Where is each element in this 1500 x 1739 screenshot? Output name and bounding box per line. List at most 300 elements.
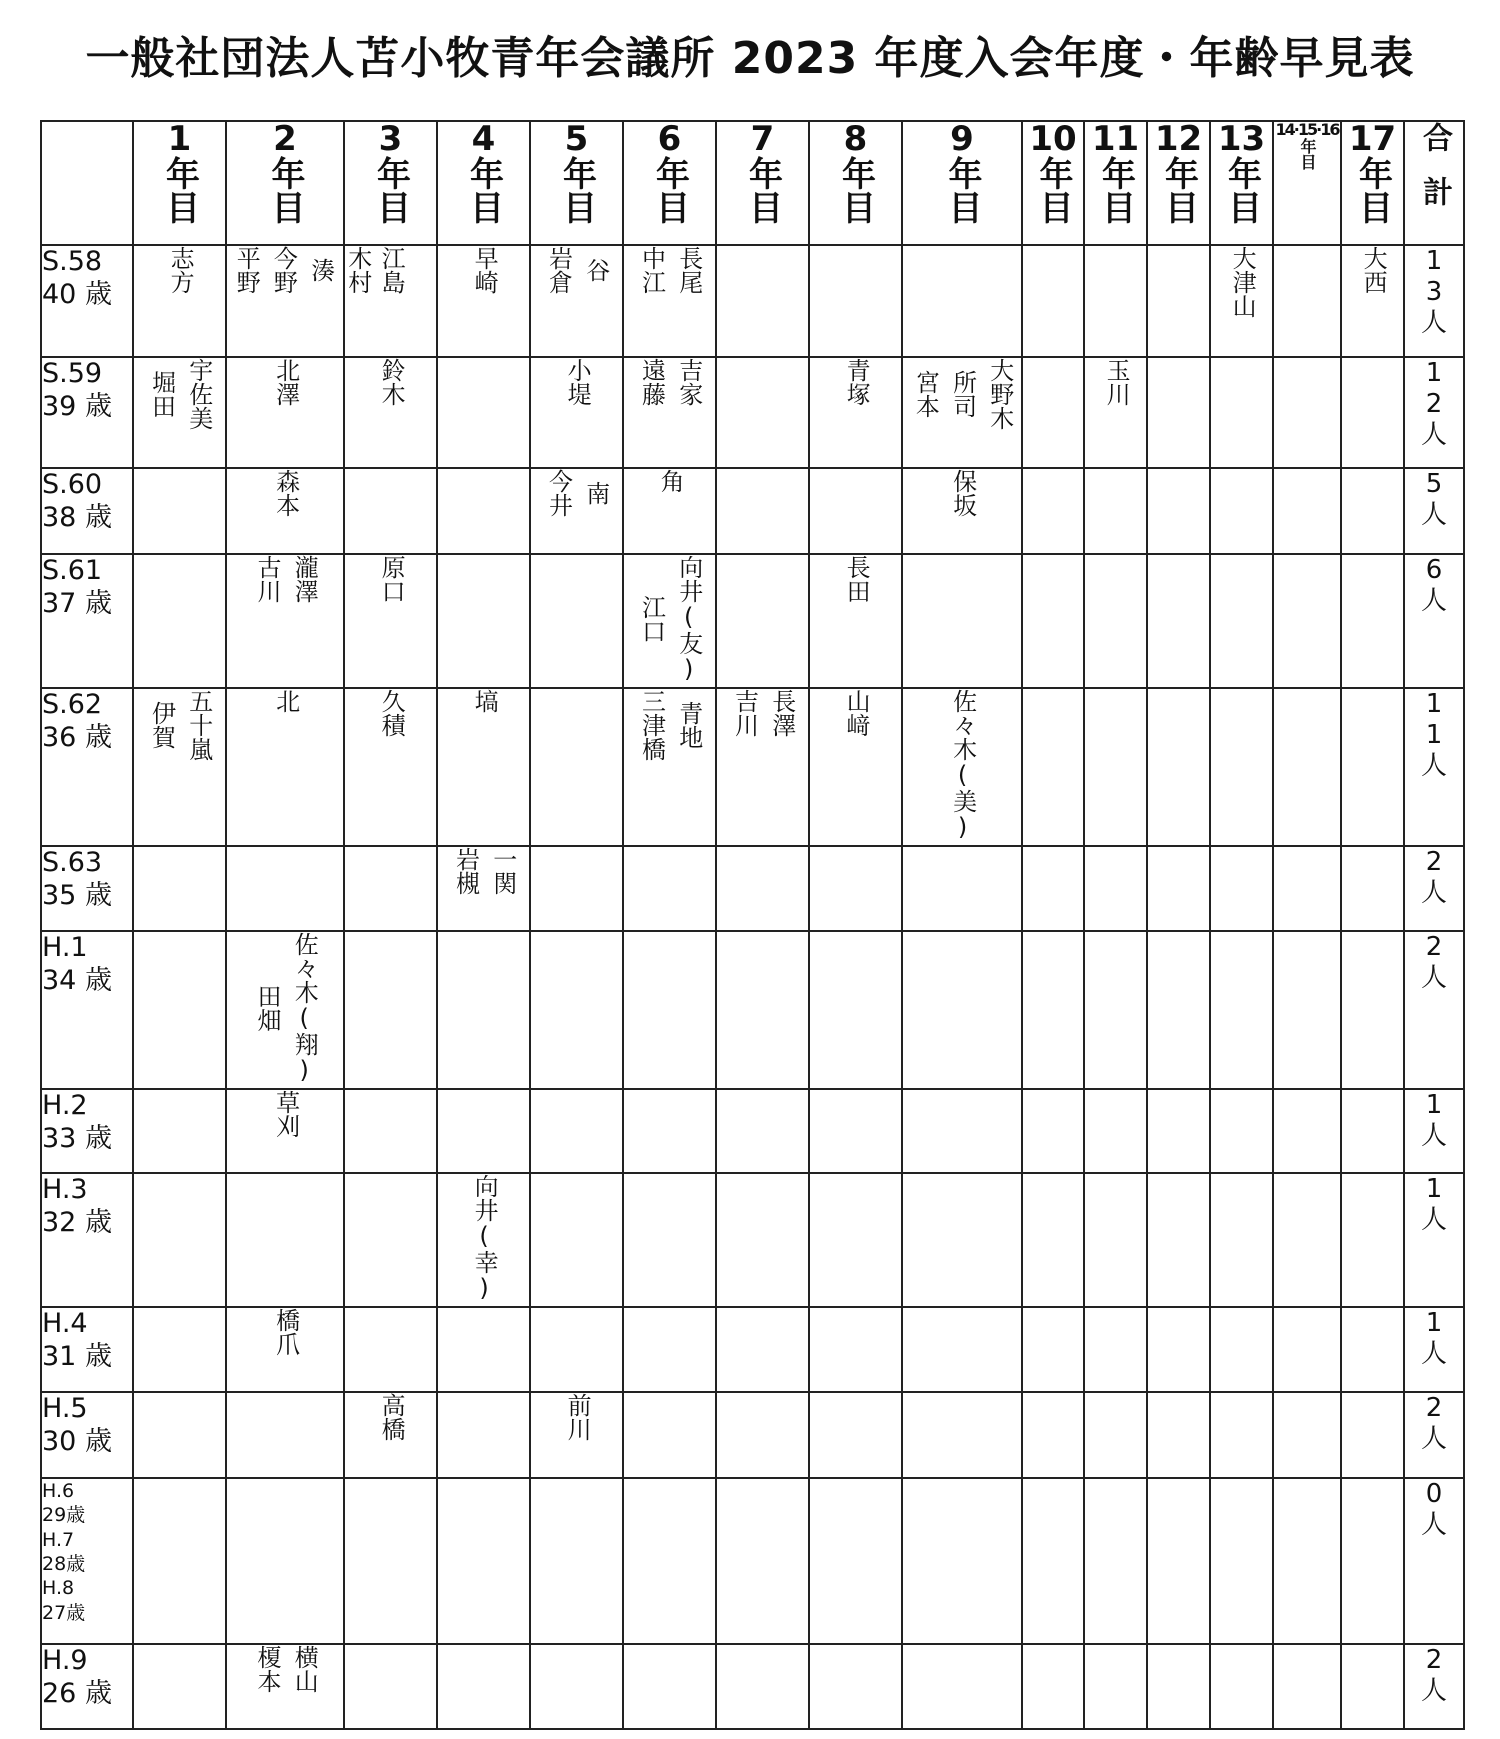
member-name: 志方 (166, 246, 195, 294)
member-cell (902, 1644, 1022, 1729)
member-cell (226, 1307, 344, 1392)
table-row (41, 357, 1464, 468)
member-cell (1210, 1644, 1273, 1729)
col-header-number: 7 (750, 119, 775, 159)
member-cell (437, 1644, 530, 1729)
row-label-line: H.7 (42, 1528, 75, 1551)
member-cell (1210, 245, 1273, 357)
member-name: 中江 (637, 246, 666, 294)
col-header-number: 11 (1091, 119, 1140, 159)
member-cell (530, 846, 623, 931)
member-cell (623, 1307, 716, 1392)
member-name: 宇佐美 (184, 358, 213, 430)
member-cell (1084, 1307, 1147, 1392)
member-name: 長尾 (674, 246, 703, 294)
member-names (943, 469, 980, 517)
member-cell (133, 1392, 226, 1478)
member-names (266, 689, 303, 713)
member-names (1354, 246, 1391, 294)
header-row (41, 121, 1464, 245)
member-name: 南 (581, 481, 610, 505)
row-total (1404, 1478, 1464, 1644)
member-cell (1341, 688, 1404, 846)
member-cell (1022, 245, 1084, 357)
row-label (41, 846, 133, 931)
member-cell (902, 357, 1022, 468)
member-cell (623, 931, 716, 1089)
member-cell (902, 688, 1022, 846)
row-total-value: 1人 (1420, 1308, 1447, 1370)
member-cell (226, 1644, 344, 1729)
member-cell (1084, 1173, 1147, 1307)
col-header (809, 121, 902, 245)
member-cell (1084, 554, 1147, 688)
member-cell (809, 1173, 902, 1307)
member-cell (1210, 1173, 1273, 1307)
member-cell (623, 1173, 716, 1307)
member-name: 北 (271, 689, 300, 713)
member-cell (226, 846, 344, 931)
row-total (1404, 554, 1464, 688)
member-names (837, 689, 874, 737)
row-total-value: 2人 (1420, 932, 1447, 994)
col-header-number: 2 (273, 119, 297, 159)
member-name: 向井(友) (674, 555, 703, 683)
member-cell (716, 1478, 809, 1644)
member-cell (1273, 1478, 1341, 1644)
member-name: 平野 (232, 246, 261, 294)
table-row (41, 1478, 1464, 1644)
member-cell (809, 931, 902, 1089)
member-cell (1210, 357, 1273, 468)
member-cell (344, 931, 437, 1089)
col-header (716, 121, 809, 245)
member-name: 木村 (343, 246, 372, 294)
member-cell (1022, 554, 1084, 688)
member-cell (809, 554, 902, 688)
row-label (41, 688, 133, 846)
col-header-suffix: 年目 (1033, 156, 1073, 224)
row-label (41, 1478, 133, 1644)
member-name: 山﨑 (842, 689, 871, 737)
row-total-value: 2人 (1420, 1393, 1447, 1455)
member-cell (344, 688, 437, 846)
total-header (1404, 121, 1464, 245)
member-cell (1341, 1392, 1404, 1478)
row-label-line: 28歳 (42, 1552, 86, 1575)
member-name: 大津山 (1228, 246, 1257, 318)
member-cell (1022, 931, 1084, 1089)
col-header (133, 121, 226, 245)
member-names (558, 1393, 595, 1441)
member-names (372, 358, 409, 406)
col-header (437, 121, 530, 245)
member-names (1097, 358, 1134, 406)
member-cell (902, 846, 1022, 931)
member-cell (133, 1173, 226, 1307)
member-names (943, 689, 980, 841)
row-total (1404, 846, 1464, 931)
row-total (1404, 468, 1464, 554)
col-header-number: 1 (167, 119, 192, 159)
col-header-suffix: 年目 (556, 156, 597, 224)
member-name: 向井(幸) (470, 1174, 499, 1302)
member-cell (226, 1173, 344, 1307)
member-names (248, 1645, 322, 1693)
member-name: 岩倉 (544, 246, 573, 294)
member-name: 早崎 (470, 246, 499, 294)
col-header-suffix: 年目 (835, 156, 876, 224)
member-name: 五十嵐 (184, 689, 213, 761)
member-cell (437, 1173, 530, 1307)
row-total-value: 1人 (1420, 1174, 1447, 1236)
row-total-value: 2人 (1420, 847, 1447, 909)
member-cell (530, 1478, 623, 1644)
member-cell (1273, 688, 1341, 846)
member-cell (902, 1089, 1022, 1173)
row-total (1404, 357, 1464, 468)
col-header-number: 8 (843, 119, 868, 159)
member-name: 塙 (470, 689, 499, 713)
row-label-line: 33 歳 (42, 1122, 112, 1154)
member-cell (1273, 1307, 1341, 1392)
corner-cell (41, 121, 133, 245)
member-cell (437, 688, 530, 846)
row-label (41, 468, 133, 554)
member-cell (1022, 1392, 1084, 1478)
member-cell (716, 1392, 809, 1478)
member-cell (1273, 554, 1341, 688)
col-header (344, 121, 437, 245)
col-header-suffix: 年目 (1221, 156, 1262, 224)
member-cell (623, 846, 716, 931)
member-cell (1147, 357, 1210, 468)
member-cell (1147, 1644, 1210, 1729)
table-row (41, 468, 1464, 554)
col-header (1084, 121, 1147, 245)
member-cell (809, 357, 902, 468)
member-cell (716, 468, 809, 554)
member-name: 保坂 (948, 469, 977, 517)
member-cell (1273, 846, 1341, 931)
member-name: 三津橋 (637, 689, 666, 761)
member-names (465, 246, 502, 294)
table-row (41, 554, 1464, 688)
member-name: 大西 (1359, 246, 1388, 294)
member-cell (1273, 1089, 1341, 1173)
member-cell (1084, 245, 1147, 357)
row-label-line: H.3 (42, 1174, 88, 1205)
member-cell (437, 931, 530, 1089)
row-label-line: 31 歳 (42, 1340, 112, 1372)
member-cell (1147, 468, 1210, 554)
row-total (1404, 931, 1464, 1089)
member-cell (1273, 357, 1341, 468)
member-cell (530, 1392, 623, 1478)
member-cell (1084, 1392, 1147, 1478)
col-header-number: 13 (1217, 119, 1266, 159)
member-cell (226, 1089, 344, 1173)
member-cell (716, 554, 809, 688)
member-name: 久積 (377, 689, 406, 737)
member-name: 古川 (253, 555, 281, 603)
member-names (539, 469, 613, 517)
col-header-number: 5 (564, 119, 589, 159)
member-name: 江島 (377, 246, 406, 294)
member-cell (437, 1307, 530, 1392)
member-cell (809, 1392, 902, 1478)
member-names (465, 689, 502, 713)
row-label-line: S.60 (42, 469, 103, 500)
member-cell (809, 245, 902, 357)
member-cell (1273, 245, 1341, 357)
page-title: 一般社団法人苫小牧青年会議所 2023 年度入会年度・年齢早見表 (85, 33, 1415, 84)
member-name: 吉家 (674, 358, 703, 406)
col-header-number: 14·15·16 (1275, 120, 1339, 139)
member-cell (1084, 846, 1147, 931)
col-header (623, 121, 716, 245)
member-cell (530, 931, 623, 1089)
member-cell (437, 468, 530, 554)
member-name: 長澤 (767, 689, 796, 737)
col-header-suffix: 年目 (1352, 156, 1393, 224)
member-name: 青塚 (842, 358, 871, 406)
member-name: 吉川 (730, 689, 759, 737)
member-cell (716, 1644, 809, 1729)
col-header (1022, 121, 1084, 245)
member-cell (902, 468, 1022, 554)
member-names (266, 1090, 303, 1138)
member-name: 前川 (563, 1393, 592, 1441)
col-header-suffix: 年目 (742, 156, 783, 224)
col-header (902, 121, 1022, 245)
member-cell (226, 931, 344, 1089)
col-header (226, 121, 344, 245)
member-cell (1273, 1173, 1341, 1307)
member-names (446, 847, 520, 895)
member-cell (1341, 1644, 1404, 1729)
member-cell (226, 245, 372, 357)
member-cell (133, 245, 226, 357)
member-name: 北澤 (271, 358, 300, 406)
member-cell (1147, 688, 1210, 846)
row-label-line: H.4 (42, 1308, 88, 1339)
member-cell (1210, 1478, 1273, 1644)
row-label-line: 32 歳 (42, 1206, 112, 1238)
member-cell (530, 1644, 623, 1729)
member-names (632, 555, 706, 683)
row-label-line: H.2 (42, 1090, 88, 1121)
col-header-suffix: 年目 (649, 156, 690, 224)
member-cell (1084, 468, 1147, 554)
member-cell (1210, 1307, 1273, 1392)
member-name: 谷 (581, 258, 610, 282)
member-cell (623, 1392, 716, 1478)
member-cell (623, 1478, 716, 1644)
member-cell (902, 1478, 1022, 1644)
col-header-number: 10 (1029, 119, 1077, 159)
member-cell (344, 468, 437, 554)
member-name: 遠藤 (637, 358, 666, 406)
member-cell (530, 357, 623, 468)
member-name: 大野木 (985, 358, 1014, 430)
col-header (1210, 121, 1273, 245)
row-total-value: 6人 (1420, 555, 1447, 617)
row-label (41, 245, 133, 357)
member-cell (1084, 1644, 1147, 1729)
member-cell (902, 245, 1022, 357)
row-label-line: S.61 (42, 555, 103, 586)
member-cell (437, 1392, 530, 1478)
row-total (1404, 1089, 1464, 1173)
member-cell (437, 846, 530, 931)
member-cell (1022, 1644, 1084, 1729)
member-cell (1210, 688, 1273, 846)
row-label-line: 36 歳 (42, 721, 112, 753)
member-name: 鈴木 (377, 358, 406, 406)
member-names (248, 555, 322, 603)
member-cell (1147, 931, 1210, 1089)
row-label-line: S.62 (42, 689, 103, 720)
member-name: 堀田 (147, 370, 176, 418)
member-cell (226, 468, 344, 554)
row-label-line: S.59 (42, 358, 103, 389)
member-cell (226, 554, 344, 688)
member-cell (1210, 468, 1273, 554)
member-cell (1210, 1392, 1273, 1478)
member-cell (1022, 1478, 1084, 1644)
member-name: 森本 (271, 469, 300, 517)
member-name: 高橋 (377, 1393, 406, 1441)
row-label (41, 554, 133, 688)
member-cell (716, 931, 809, 1089)
row-label (41, 1644, 133, 1729)
col-header (530, 121, 623, 245)
member-cell (1022, 1173, 1084, 1307)
member-cell (344, 1307, 437, 1392)
member-names (161, 246, 198, 294)
member-name: 小堤 (563, 358, 592, 406)
member-names (266, 469, 303, 517)
member-cell (530, 468, 623, 554)
row-total (1404, 1644, 1464, 1729)
member-names (725, 689, 799, 737)
member-cell (1084, 688, 1147, 846)
member-cell (530, 1173, 623, 1307)
member-cell (1341, 1089, 1404, 1173)
member-cell (1273, 1644, 1341, 1729)
member-cell (1341, 846, 1404, 931)
col-header-suffix: 年目 (1158, 156, 1199, 224)
member-cell (530, 554, 623, 688)
member-names (558, 358, 595, 406)
col-header-suffix: 年目 (942, 156, 982, 224)
member-cell (133, 1089, 226, 1173)
member-cell (902, 931, 1022, 1089)
member-cell (133, 688, 226, 846)
member-cell (530, 1089, 623, 1173)
member-name: 一関 (488, 847, 517, 895)
member-cell (1341, 468, 1404, 554)
row-label-line: 27歳 (42, 1601, 86, 1624)
member-names (142, 689, 216, 761)
row-total (1404, 1307, 1464, 1392)
member-name: 横山 (290, 1645, 319, 1693)
member-cell (437, 1089, 530, 1173)
row-label (41, 931, 133, 1089)
row-label-line: 40 歳 (42, 278, 112, 310)
member-names (465, 1174, 502, 1302)
member-names (372, 689, 409, 737)
row-label-line: 35 歳 (42, 879, 112, 911)
member-cell (1341, 357, 1404, 468)
member-cell (344, 1392, 437, 1478)
row-label (41, 357, 133, 468)
row-label-line: 37 歳 (42, 587, 112, 619)
member-cell (530, 688, 623, 846)
member-names (632, 689, 706, 761)
row-label-line: S.58 (42, 246, 103, 277)
member-cell (902, 1173, 1022, 1307)
member-cell (1273, 931, 1341, 1089)
row-label-line: H.8 (42, 1577, 75, 1600)
col-header (1147, 121, 1210, 245)
row-label (41, 1307, 133, 1392)
member-name: 所司 (948, 370, 977, 418)
col-header (1341, 121, 1404, 245)
member-cell (1341, 1307, 1404, 1392)
row-label-line: 30 歳 (42, 1425, 112, 1457)
member-cell (226, 357, 344, 468)
member-cell (344, 1478, 437, 1644)
row-label-line: 38 歳 (42, 501, 112, 533)
table-row (41, 688, 1464, 846)
member-name: 青地 (674, 701, 703, 749)
row-label-line: H.6 (42, 1480, 75, 1502)
member-names (632, 246, 706, 294)
member-cell (133, 1478, 226, 1644)
member-cell (716, 1307, 809, 1392)
table-row (41, 1173, 1464, 1307)
table-row (41, 245, 1464, 357)
member-cell (1022, 688, 1084, 846)
row-total-value: 11人 (1420, 689, 1447, 782)
member-cell (1147, 554, 1210, 688)
member-name: 橋爪 (271, 1308, 300, 1356)
member-name: 岩槻 (451, 847, 480, 895)
member-cell (1210, 931, 1273, 1089)
table-row (41, 1307, 1464, 1392)
member-cell (1273, 468, 1341, 554)
member-cell (1273, 1392, 1341, 1478)
row-label (41, 1089, 133, 1173)
table-row (41, 1089, 1464, 1173)
table-row (41, 846, 1464, 931)
member-name: 玉川 (1102, 358, 1131, 406)
row-label (41, 1173, 133, 1307)
col-header (1273, 121, 1341, 245)
member-cell (1022, 468, 1084, 554)
member-names (632, 358, 706, 406)
col-header-number: 17 (1348, 119, 1397, 159)
member-name: 長田 (842, 555, 871, 603)
member-names (227, 246, 376, 294)
member-cell (437, 245, 530, 357)
member-names (372, 555, 409, 603)
row-label-line: 29歳 (42, 1504, 86, 1527)
member-name: 江口 (637, 595, 666, 643)
member-cell (133, 1644, 226, 1729)
